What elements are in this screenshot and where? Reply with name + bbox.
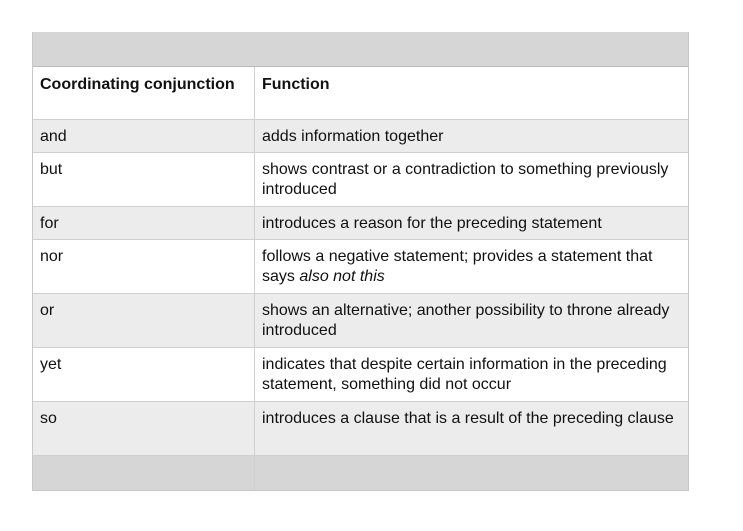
conjunction-cell: yet <box>33 348 255 401</box>
function-emphasis: also not this <box>299 268 385 285</box>
function-cell: adds information together <box>262 128 444 145</box>
header-function: Function <box>262 76 330 93</box>
conjunction-cell: and <box>33 120 255 152</box>
function-cell: indicates that despite certain information in the preceding statement, something did not occur <box>262 356 667 393</box>
table-row <box>33 402 688 456</box>
conjunction-cell: for <box>33 207 255 239</box>
table-row <box>33 294 688 348</box>
header-conjunction: Coordinating conjunction <box>33 67 255 119</box>
conjunction-cell: or <box>33 294 255 347</box>
conjunction-cell: so <box>33 402 255 455</box>
table-row <box>33 120 688 153</box>
table-header-row <box>33 67 688 120</box>
table-row <box>33 240 688 294</box>
table-row <box>33 153 688 207</box>
function-cell <box>255 240 688 293</box>
function-text: follows a negative statement; provides a statement that says <box>262 248 653 285</box>
function-cell: introduces a clause that is a result of the preceding clause <box>262 410 674 427</box>
footer-cell <box>255 456 688 490</box>
conjunction-cell: but <box>33 153 255 206</box>
table-row <box>33 348 688 402</box>
table-row <box>33 207 688 240</box>
conjunction-table <box>32 32 689 491</box>
function-cell: introduces a reason for the preceding statement <box>262 215 602 232</box>
conjunction-cell: nor <box>33 240 255 293</box>
function-cell: shows contrast or a contradiction to something previously introduced <box>262 161 669 198</box>
footer-cell <box>33 456 255 490</box>
function-cell: shows an alternative; another possibility to throne already introduced <box>262 302 670 339</box>
table-top-bar <box>33 32 688 67</box>
table-footer-row <box>33 456 688 490</box>
